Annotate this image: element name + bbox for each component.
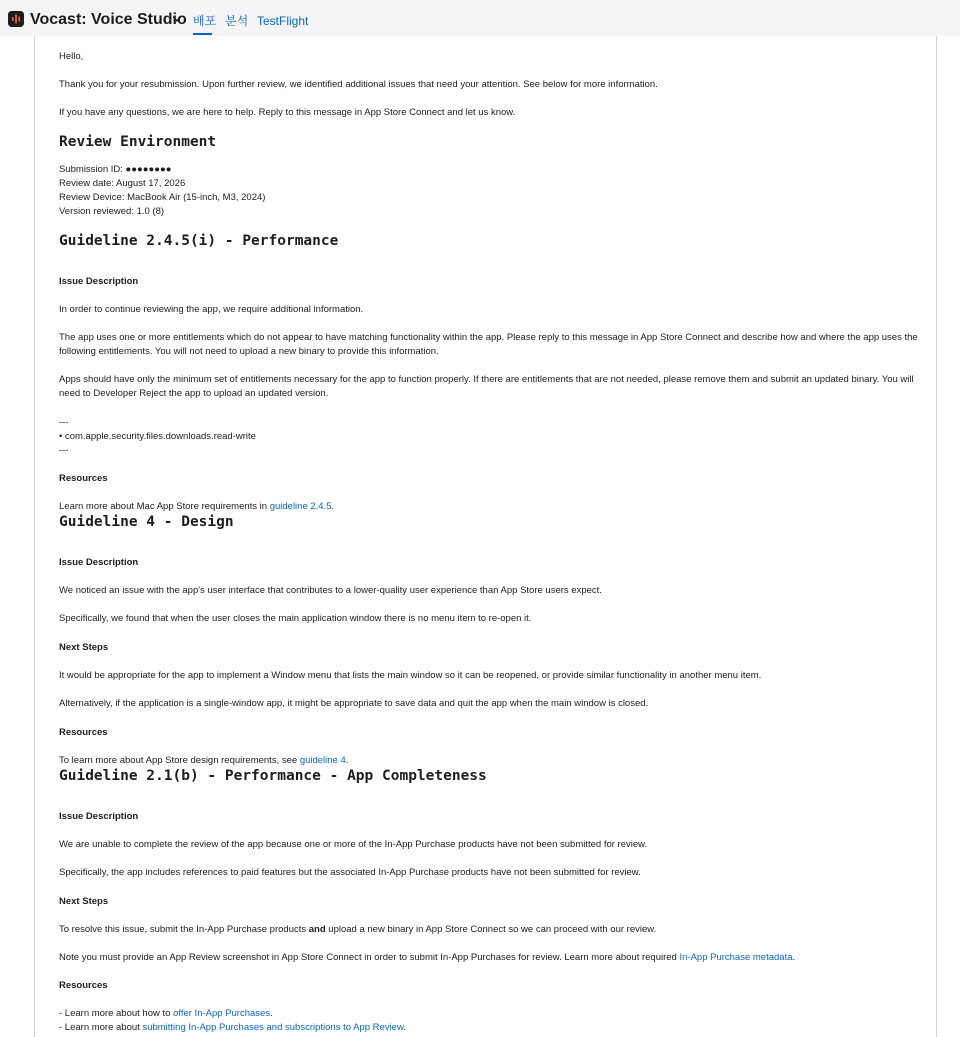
chevron-down-icon[interactable] bbox=[172, 14, 182, 24]
issue-description-label: Issue Description bbox=[59, 557, 139, 568]
top-bar bbox=[0, 0, 960, 36]
guideline-21b-heading: Guideline 2.1(b) - Performance - App Completeness bbox=[59, 768, 487, 784]
guideline-245-heading: Guideline 2.4.5(i) - Performance bbox=[59, 233, 339, 249]
offer-iap-link[interactable]: offer In-App Purchases bbox=[173, 1008, 271, 1019]
entitlement-item: • com.apple.security.files.downloads.read-write bbox=[59, 431, 256, 442]
resources-label: Resources bbox=[59, 980, 108, 991]
issue-paragraph: In order to continue reviewing the app, we require additional information. bbox=[59, 304, 364, 315]
intro-text: Thank you for your resubmission. Upon further review, we identified additional issues that need your attention. See below for more information. bbox=[59, 79, 658, 90]
resources-item: - Learn more about how to offer In-App Purchases. bbox=[59, 1008, 273, 1019]
next-steps-paragraph: Alternatively, if the application is a single-window app, it might be appropriate to save data and quit the app when the main window is closed. bbox=[59, 698, 649, 709]
greeting-text: Hello, bbox=[59, 51, 84, 62]
next-steps-paragraph: To resolve this issue, submit the In-App Purchase products and upload a new binary in App Store Connect so we can proceed with our review. bbox=[59, 924, 657, 935]
guideline-4-heading: Guideline 4 - Design bbox=[59, 514, 234, 530]
resources-label: Resources bbox=[59, 473, 108, 484]
submission-id: Submission ID: ●●●●●●●● bbox=[59, 164, 172, 175]
review-date: Review date: August 17, 2026 bbox=[59, 178, 186, 189]
tab-testflight[interactable]: TestFlight bbox=[257, 14, 309, 28]
issue-paragraph: We noticed an issue with the app's user interface that contributes to a lower-quality user experience than App Store users expect. bbox=[59, 585, 602, 596]
next-steps-paragraph: Note you must provide an App Review screenshot in App Store Connect in order to submit In-App Purchases for review. Learn more about required In-App Purchase metadata. bbox=[59, 952, 796, 963]
next-steps-paragraph: It would be appropriate for the app to implement a Window menu that lists the main window so it can be reopened, or provide similar functionality in another menu item. bbox=[59, 670, 762, 681]
submitting-iap-link[interactable]: submitting In-App Purchases and subscriptions to App Review bbox=[142, 1022, 404, 1033]
resources-text: Learn more about Mac App Store requirements in guideline 2.4.5. bbox=[59, 501, 335, 512]
issue-paragraph: The app uses one or more entitlements which do not appear to have matching functionality within the app. Please reply to this message in App Store Connect and describe how and where the app uses the following entitlements. You will not need to upload a new binary to provide this information. bbox=[59, 332, 918, 357]
separator-text: --- bbox=[59, 417, 69, 428]
review-device: Review Device: MacBook Air (15-inch, M3, 2024) bbox=[59, 192, 266, 203]
separator-text: --- bbox=[59, 445, 69, 456]
resources-label: Resources bbox=[59, 727, 108, 738]
active-tab-indicator bbox=[193, 33, 212, 35]
next-steps-label: Next Steps bbox=[59, 896, 109, 907]
issue-paragraph: Specifically, we found that when the user closes the main application window there is no menu item to re-open it. bbox=[59, 613, 532, 624]
guideline-4-link[interactable]: guideline 4 bbox=[299, 755, 346, 766]
issue-paragraph: We are unable to complete the review of the app because one or more of the In-App Purchase products have not been submitted for review. bbox=[59, 839, 648, 850]
next-steps-label: Next Steps bbox=[59, 642, 109, 653]
app-icon[interactable] bbox=[8, 11, 24, 27]
issue-paragraph: Apps should have only the minimum set of entitlements necessary for the app to function properly. If there are entitlements that are not needed, please remove them and submit an updated binary. You will need to Developer Reject the app to upload an updated version. bbox=[59, 374, 914, 399]
version-reviewed: Version reviewed: 1.0 (8) bbox=[59, 206, 165, 217]
app-title[interactable]: Vocast: Voice Studio bbox=[30, 11, 187, 28]
review-environment-heading: Review Environment bbox=[59, 134, 217, 150]
iap-metadata-link[interactable]: In-App Purchase metadata bbox=[679, 952, 793, 963]
issue-description-label: Issue Description bbox=[59, 811, 139, 822]
resources-text: To learn more about App Store design requirements, see guideline 4. bbox=[59, 755, 349, 766]
tab-deploy[interactable]: 배포 bbox=[193, 14, 217, 28]
tab-analysis[interactable]: 분석 bbox=[225, 14, 249, 28]
issue-paragraph: Specifically, the app includes references to paid features but the associated In-App Purchase products have not been submitted for review. bbox=[59, 867, 641, 878]
help-text: If you have any questions, we are here to help. Reply to this message in App Store Connect and let us know. bbox=[59, 107, 516, 118]
issue-description-label: Issue Description bbox=[59, 276, 139, 287]
resources-item: - Learn more about submitting In-App Purchases and subscriptions to App Review. bbox=[59, 1022, 406, 1033]
guideline-245-link[interactable]: guideline 2.4.5 bbox=[269, 501, 332, 512]
